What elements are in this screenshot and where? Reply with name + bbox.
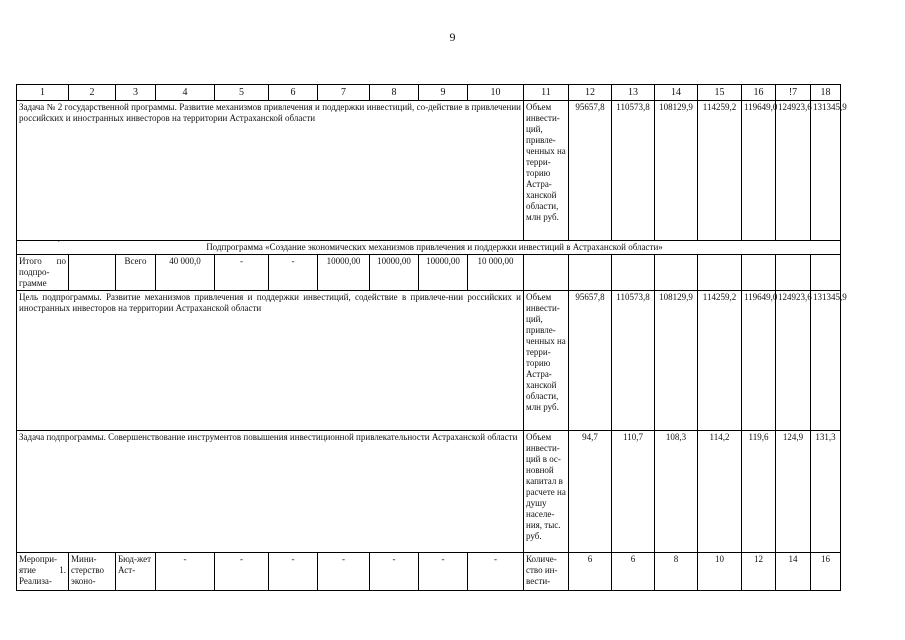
event1-value: - — [419, 553, 468, 591]
total-empty-cell — [524, 255, 569, 291]
header-cell: 14 — [655, 85, 698, 101]
header-cell: 18 — [811, 85, 841, 101]
total-empty-cell — [811, 255, 841, 291]
event1-target: 16 — [811, 553, 841, 591]
stray-mark: ` — [57, 239, 60, 249]
total-empty-cell — [776, 255, 811, 291]
task2-indicator: Объем инвести-ций, привле-ченных на терри-торию Астра-ханской области, млн руб. — [524, 101, 569, 241]
subprogram-title-cell — [17, 241, 841, 255]
header-cell: 1 — [17, 85, 69, 101]
goal-value: 119649,0 — [742, 291, 776, 431]
task2-row — [17, 101, 841, 241]
task-sub-value: 114,2 — [698, 431, 742, 553]
event1-name: Меропри-ятие 1. Реализа- — [17, 553, 69, 591]
total-row — [17, 255, 841, 291]
total-value: 10000,00 — [419, 255, 468, 291]
event1-target: 6 — [612, 553, 655, 591]
goal-value: 114259,2 — [698, 291, 742, 431]
total-source: Всего — [116, 255, 156, 291]
goal-value: 110573,8 — [612, 291, 655, 431]
header-cell: 5 — [215, 85, 269, 101]
task2-value: 124923,6 — [776, 101, 811, 241]
total-label: Итого по подпро-грамме — [17, 255, 69, 291]
header-cell: 8 — [370, 85, 419, 101]
event1-target: 12 — [742, 553, 776, 591]
event1-row — [17, 553, 841, 591]
total-value: 10000,00 — [318, 255, 370, 291]
task-sub-value: 131,3 — [811, 431, 841, 553]
task-sub-value: 119,6 — [742, 431, 776, 553]
header-cell: 16 — [742, 85, 776, 101]
task2-value: 119649,0 — [742, 101, 776, 241]
event1-indicator: Количе-ство ин-вести- — [524, 553, 569, 591]
total-empty-cell — [612, 255, 655, 291]
header-cell: 6 — [269, 85, 318, 101]
goal-value: 95657,8 — [569, 291, 612, 431]
event1-value: - — [468, 553, 524, 591]
total-value: 10000,00 — [370, 255, 419, 291]
total-empty-cell — [569, 255, 612, 291]
header-cell: 2 — [69, 85, 116, 101]
goal-value: 124923,6 — [776, 291, 811, 431]
header-cell: 7 — [318, 85, 370, 101]
total-value: 10 000,00 — [468, 255, 524, 291]
event1-target: 6 — [569, 553, 612, 591]
task2-value: 108129,9 — [655, 101, 698, 241]
task2-value: 114259,2 — [698, 101, 742, 241]
goal-row — [17, 291, 841, 431]
event1-value: - — [269, 553, 318, 591]
header-cell: 4 — [156, 85, 215, 101]
header-cell: 12 — [569, 85, 612, 101]
total-empty-cell — [69, 255, 116, 291]
task-sub-value: 110,7 — [612, 431, 655, 553]
header-cell: 15 — [698, 85, 742, 101]
goal-value: 108129,9 — [655, 291, 698, 431]
total-value: - — [269, 255, 318, 291]
page-number: 9 — [449, 30, 456, 44]
header-cell: 11 — [524, 85, 569, 101]
total-value: - — [215, 255, 269, 291]
header-cell: 10 — [468, 85, 524, 101]
event1-target: 8 — [655, 553, 698, 591]
subprogram-title: Подпрограмма «Создание экономических механизмов привлечения и поддержки инвестиций в Астраханской области» — [206, 242, 663, 252]
goal-indicator: Объем инвести-ций, привле-ченных на терри-торию Астра-ханской области, млн руб. — [524, 291, 569, 431]
total-empty-cell — [655, 255, 698, 291]
event1-value: - — [156, 553, 215, 591]
header-cell: 3 — [116, 85, 156, 101]
task2-value: 95657,8 — [569, 101, 612, 241]
task-sub-value: 94,7 — [569, 431, 612, 553]
total-empty-cell — [698, 255, 742, 291]
event1-value: - — [215, 553, 269, 591]
task-sub-value: 124,9 — [776, 431, 811, 553]
task-sub-row — [17, 431, 841, 553]
task-sub-value: 108,3 — [655, 431, 698, 553]
event1-executor: Мини-стерство эконо- — [69, 553, 116, 591]
header-cell: 13 — [612, 85, 655, 101]
event1-target: 14 — [776, 553, 811, 591]
total-value: 40 000,0 — [156, 255, 215, 291]
task2-value: 131345,9 — [811, 101, 841, 241]
goal-text: Цель подпрограммы. Развитие механизмов привлечения и поддержки инвестиций, содействие в привлече-нии российских и иностранных инвесторов на территории Астраханской области — [17, 291, 524, 431]
task2-value: 110573,8 — [612, 101, 655, 241]
header-cell: 9 — [419, 85, 468, 101]
task2-text: Задача № 2 государственной программы. Развитие механизмов привлечения и поддержки инвестиций, со-действие в привлечении российских и иностранных инвесторов на территории Астраханской области — [17, 101, 524, 241]
header-cell: !7 — [776, 85, 811, 101]
goal-value: 131345,9 — [811, 291, 841, 431]
total-empty-cell — [742, 255, 776, 291]
event1-source: Бюд-жет Аст- — [116, 553, 156, 591]
task-sub-indicator: Объем инвести-ций в ос-новной капитал в расчете на душу населе-ния, тыс. руб. — [524, 431, 569, 553]
task-sub-text: Задача подпрограммы. Совершенствование инструментов повышения инвестиционной привлекательности Астраханской области — [17, 431, 524, 553]
subprogram-row — [17, 241, 841, 255]
event1-value: - — [370, 553, 419, 591]
event1-target: 10 — [698, 553, 742, 591]
event1-value: - — [318, 553, 370, 591]
program-table — [16, 84, 847, 591]
header-row — [17, 85, 841, 101]
